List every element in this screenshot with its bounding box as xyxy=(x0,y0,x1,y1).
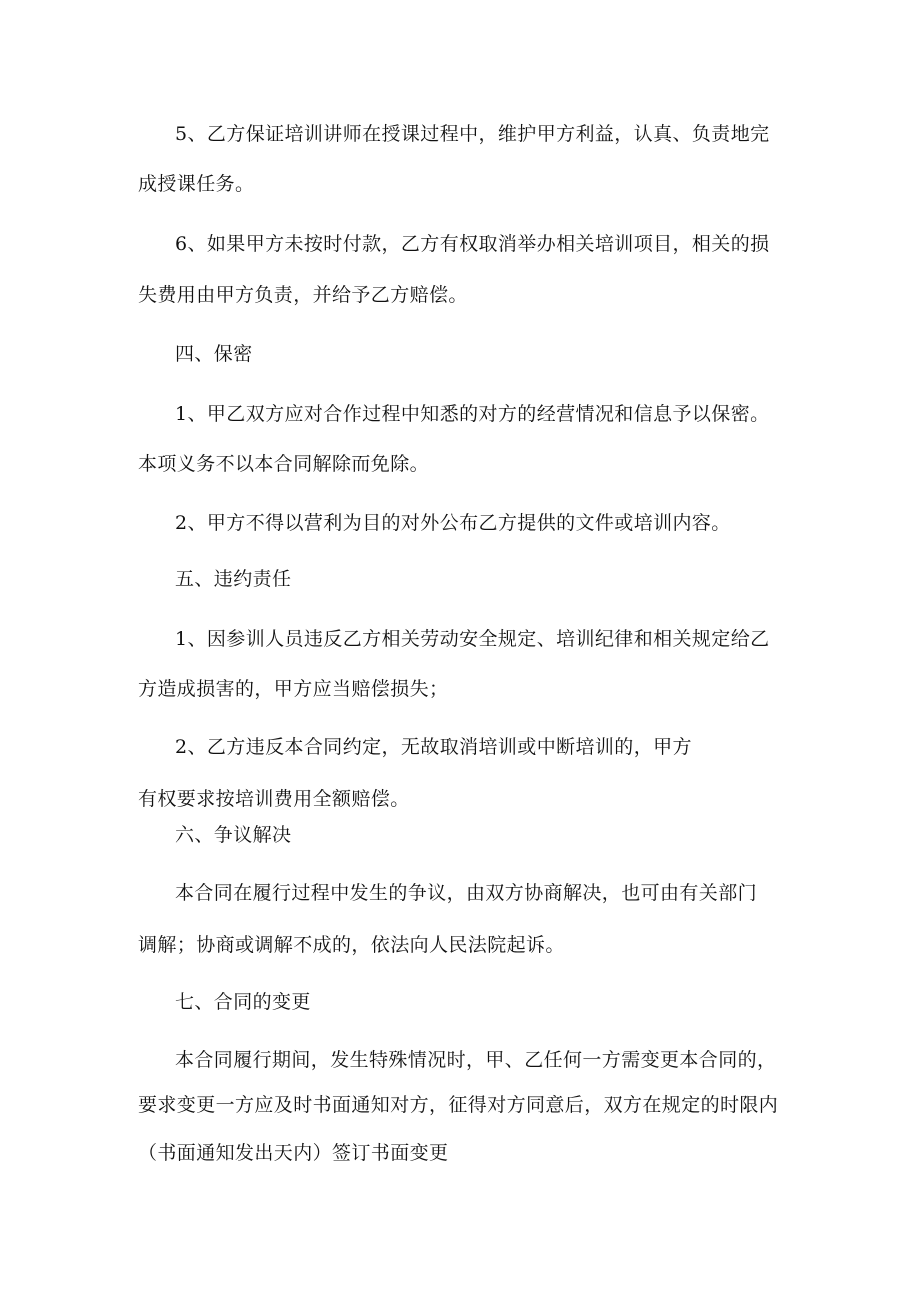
clause-amendment-line-1: 本合同履行期间，发生特殊情况时，甲、乙任何一方需变更本合同的， xyxy=(175,1049,777,1071)
clause-dispute-line-1: 本合同在履行过程中发生的争议，由双方协商解决，也可由有关部门 xyxy=(175,882,758,904)
clause-5-line-2: 成授课任务。 xyxy=(138,173,255,195)
clause-5-line-1: 5、乙方保证培训讲师在授课过程中，维护甲方利益，认真、负责地完 xyxy=(175,123,770,145)
clause-5-2-line-1: 2、乙方违反本合同约定，无故取消培训或中断培训的，甲方 xyxy=(175,736,692,758)
clause-4-1-line-2: 本项义务不以本合同解除而免除。 xyxy=(138,453,430,475)
clause-dispute-line-2: 调解；协商或调解不成的，依法向人民法院起诉。 xyxy=(138,934,565,956)
clause-5-2-line-2: 有权要求按培训费用全额赔偿。 xyxy=(138,788,410,810)
section-heading-dispute: 六、争议解决 xyxy=(175,824,292,846)
section-heading-confidentiality: 四、保密 xyxy=(175,343,253,365)
clause-5-1-line-2: 方造成损害的，甲方应当赔偿损失； xyxy=(138,678,449,700)
clause-4-1-line-1: 1、甲乙双方应对合作过程中知悉的对方的经营情况和信息予以保密。 xyxy=(175,403,770,425)
clause-5-1-line-1: 1、因参训人员违反乙方相关劳动安全规定、培训纪律和相关规定给乙 xyxy=(175,628,770,650)
section-heading-amendment: 七、合同的变更 xyxy=(175,991,311,1013)
section-heading-liability: 五、违约责任 xyxy=(175,568,292,590)
clause-amendment-line-3: （书面通知发出天内）签订书面变更 xyxy=(138,1142,449,1164)
clause-6-line-2: 失费用由甲方负责，并给予乙方赔偿。 xyxy=(138,284,468,306)
clause-6-line-1: 6、如果甲方未按时付款，乙方有权取消举办相关培训项目，相关的损 xyxy=(175,233,770,255)
clause-4-2-line-1: 2、甲方不得以营利为目的对外公布乙方提供的文件或培训内容。 xyxy=(175,512,731,534)
clause-amendment-line-2: 要求变更一方应及时书面通知对方，征得对方同意后，双方在规定的时限内 xyxy=(138,1094,779,1116)
